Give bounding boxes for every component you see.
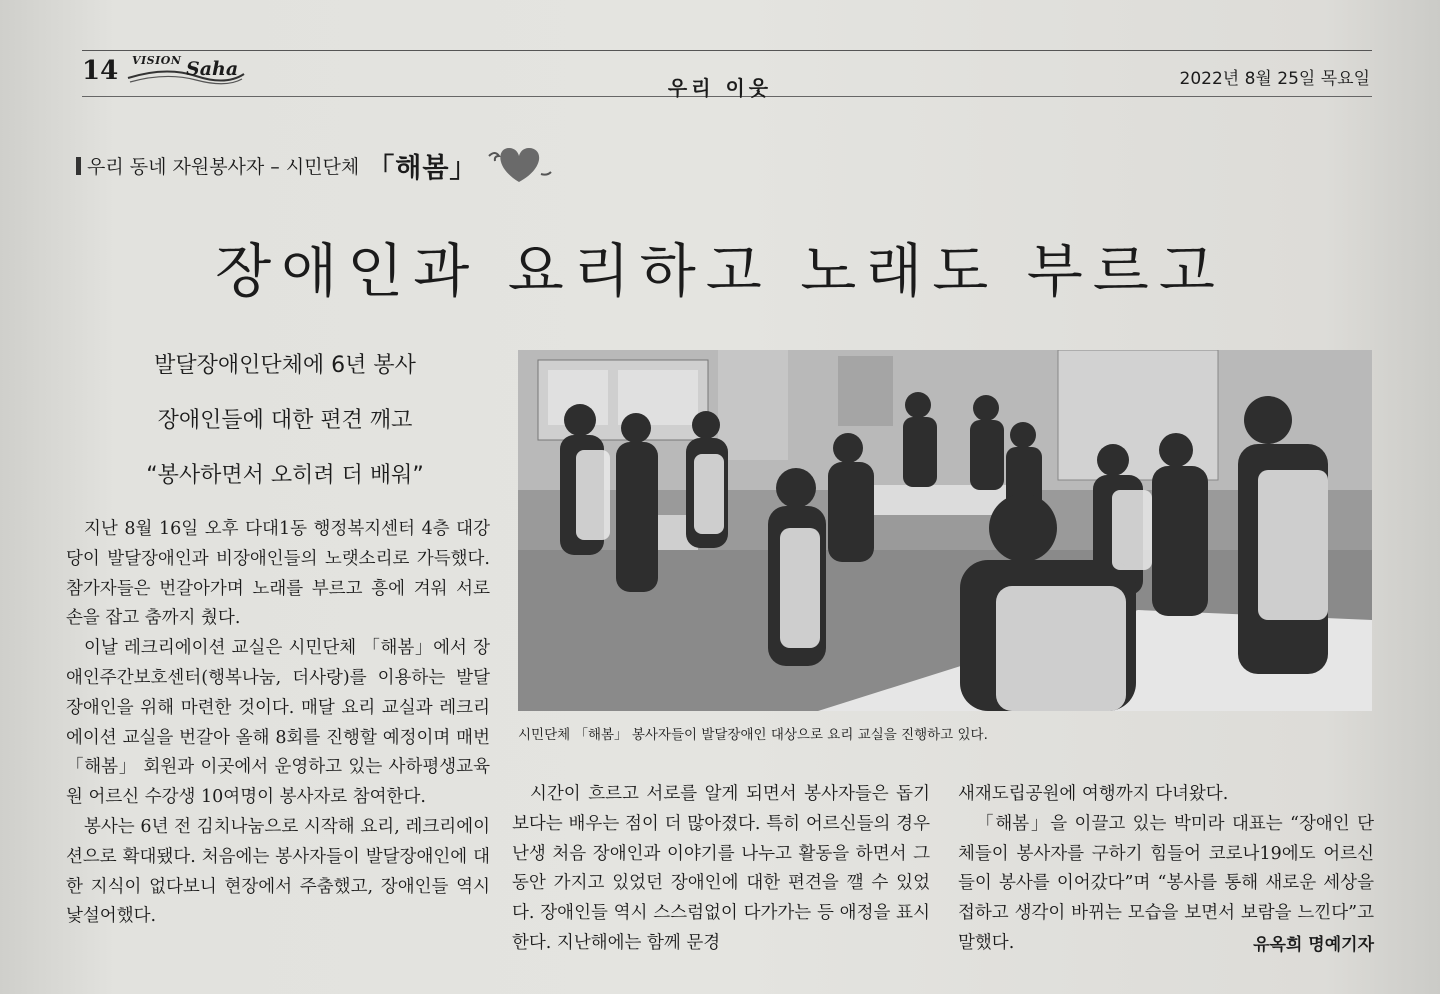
kicker-label: 우리 동네 자원봉사자 – 시민단체 [87, 156, 360, 178]
photo-caption: 시민단체 「해봄」 봉사자들이 발달장애인 대상으로 요리 교실을 진행하고 있다. [518, 727, 988, 743]
article-photo [518, 350, 1372, 711]
kicker-bar [76, 157, 81, 175]
subheads [80, 350, 490, 515]
kicker [76, 140, 555, 191]
section-title: 우리 이웃 [667, 76, 773, 100]
headline: 장애인과 요리하고 노래도 부르고 [215, 237, 1225, 305]
subhead-line: 장애인들에 대한 편견 깨고 [157, 408, 413, 433]
article-column-2 [512, 780, 930, 959]
paragraph: 「해봄」을 이끌고 있는 박미라 대표는 “장애인 단체들이 봉사자를 구하기 힘들어 코로나19에도 어르신들이 봉사를 이어갔다”며 “봉사를 통해 새로운 세상을 접하고 생각이 바뀌는 모습을 보면서 보람을 느낀다”고 말했다. [958, 813, 1374, 953]
paragraph: 이날 레크리에이션 교실은 시민단체 「해봄」에서 장애인주간보호센터(행복나눔, 더사랑)를 이용하는 발달장애인을 위해 마련한 것이다. 매달 요리 교실과 레크리에이션 교실을 번갈아 올해 8회를 진행할 예정이며 매번 「해봄」 회원과 이곳에서 운영하고 있는 사하평생교육원 어르신 수강생 10여명이 봉사자로 참여한다. [66, 638, 490, 808]
kicker-brand: 「해봄」 [367, 153, 478, 184]
logo-vision-text: VISION [132, 54, 182, 67]
subhead-line: 발달장애인단체에 6년 봉사 [154, 353, 416, 378]
byline: 유옥희 명예기자 [1253, 935, 1374, 955]
logo-saha-text: Saha [186, 58, 239, 80]
issue-date: 2022년 8월 25일 목요일 [1179, 69, 1370, 89]
subhead-line: “봉사하면서 오히려 더 배워” [146, 463, 424, 488]
heart-icon [485, 140, 555, 191]
header-rule-top [82, 50, 1372, 51]
paragraph: 봉사는 6년 전 김치나눔으로 시작해 요리, 레크리에이션으로 확대됐다. 처음에는 봉사자들이 발달장애인에 대한 지식이 없다보니 현장에서 주춤했고, 장애인들 역시 낯설어했다. [66, 816, 490, 927]
paragraph: 지난 8월 16일 오후 다대1동 행정복지센터 4층 대강당이 발달장애인과 비장애인들의 노랫소리로 가득했다. 참가자들은 번갈아가며 노래를 부르고 흥에 겨워 서로 손을 잡고 춤까지 췄다. [66, 519, 490, 629]
page-number: 14 [82, 56, 119, 86]
paragraph: 새재도립공원에 여행까지 다녀왔다. [958, 784, 1229, 804]
article-column-1 [66, 515, 490, 932]
paragraph: 시간이 흐르고 서로를 알게 되면서 봉사자들은 돕기보다는 배우는 점이 더 많아졌다. 특히 어르신들의 경우 난생 처음 장애인과 이야기를 나누고 활동을 하면서 그동안 가지고 있었던 장애인에 대한 편견을 깰 수 있었다. 장애인들 역시 스스럼없이 다가가는 등 애정을 표시한다. 지난해에는 함께 문경 [512, 784, 930, 953]
